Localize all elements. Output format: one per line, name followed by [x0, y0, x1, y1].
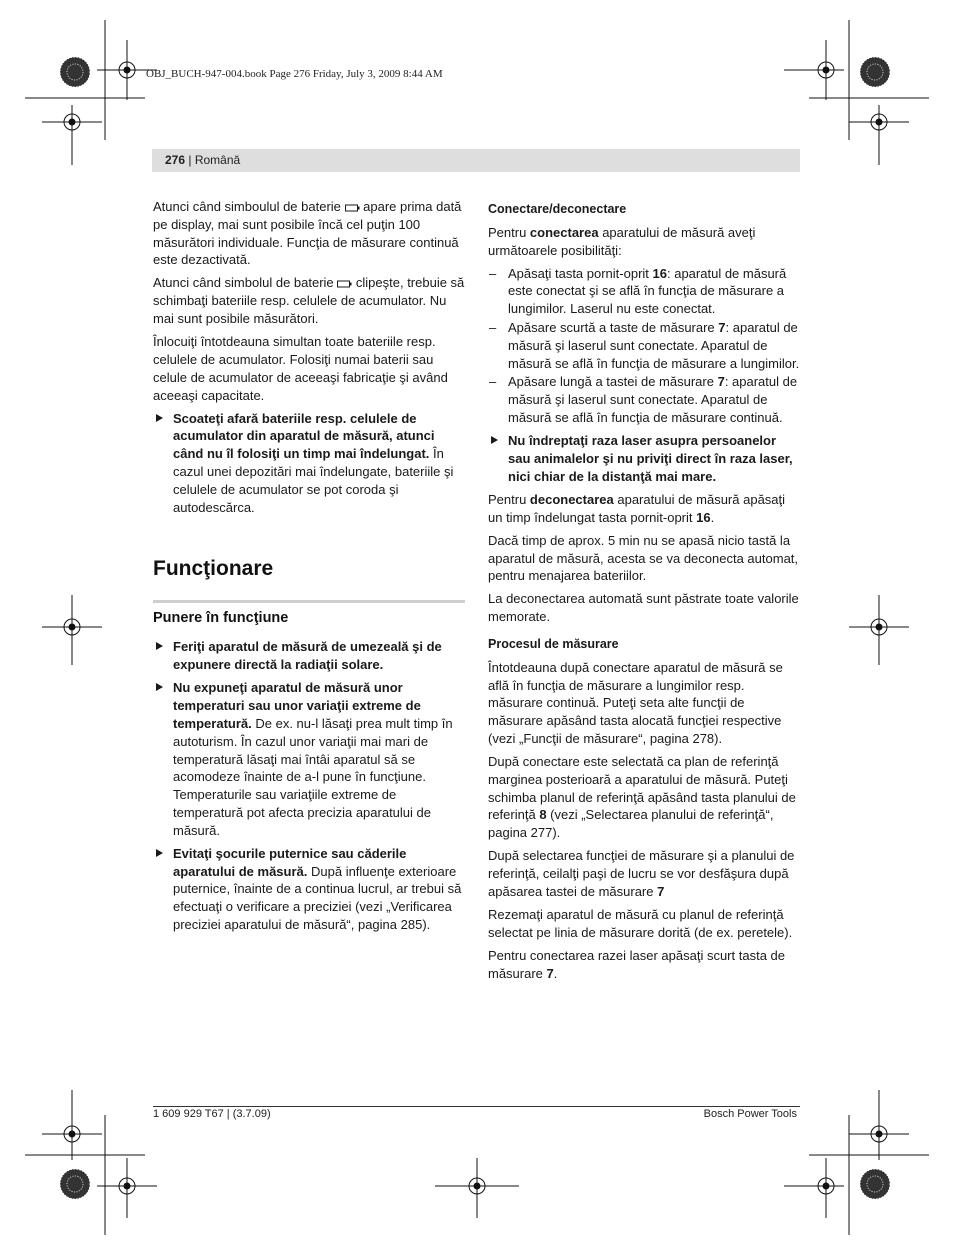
section-title: Funcţionare [153, 557, 274, 581]
battery-icon [337, 280, 352, 288]
paragraph: Pentru conectarea razei laser apăsaţi scurt tasta de măsurare 7. [488, 947, 785, 981]
right-column [488, 198, 800, 988]
footer-left: 1 609 929 T67 | (3.7.09) [153, 1108, 271, 1120]
paragraph: Înlocuiţi întotdeauna simultan toate bateriile resp. celulele de acumulator. Folosiţi numai baterii sau celule de acumulator de aceeaşi fabricaţie şi având aceeaşi capacitate. [153, 334, 448, 403]
paragraph: Atunci când simbolul de baterie clipeşte, trebuie să schimbaţi bateriile resp. celulele de acumulator. Nu mai sunt posibile măsurători. [153, 275, 465, 327]
header-language: Română [194, 153, 241, 167]
subheading: Conectare/deconectare [488, 202, 627, 216]
dash-item: – Apăsare scurtă a taste de măsurare 7: aparatul de măsură şi laserul sunt conectate. Aparatul de măsură se află în funcţia de măsurare a lungimilor. [488, 319, 800, 372]
warning-bullet: Scoateţi afară bateriile resp. celulele de acumulator din aparatul de măsură, atunci când nu îl folosiţi un timp mai îndelungat. În cazul unei depozitări mai îndelungate, bateriile şi celulele de acumulator se pot coroda şi autodescărca. [153, 410, 465, 517]
subheading: Procesul de măsurare [488, 637, 619, 652]
page-number: 276 [165, 153, 186, 167]
battery-icon [345, 204, 360, 212]
dash-item: – Apăsaţi tasta pornit-oprit 16: aparatul de măsură este conectat şi se află în funcţia de măsurare a lungimilor. Laserul nu este conectat. [488, 265, 800, 318]
dash-item: – Apăsare lungă a tastei de măsurare 7: aparatul de măsură şi laserul sunt conectate. Aparatul de măsură se află în funcţia de măsurare continuă. [488, 373, 800, 426]
paragraph: Pentru conectarea aparatului de măsură aveţi următoarele posibilităţi: [488, 224, 756, 258]
paragraph: După conectare este selectată ca plan de referinţă marginea posterioară a aparatului de măsură. Puteţi schimba planul de referinţă apăsând tasta planului de referinţă 8 (vezi „Selectarea planului de referinţă“, pagina 277). [488, 754, 796, 841]
footer-right: Bosch Power Tools [703, 1108, 797, 1120]
paragraph: Atunci când simboulul de baterie apare prima dată pe display, mai sunt posibile încă cel puţin 100 măsurători individuale. Funcţia de măsurare continuă este dezactivată. [153, 199, 462, 268]
print-info-line: OBJ_BUCH-947-004.book Page 276 Friday, July 3, 2009 8:44 AM [146, 68, 443, 80]
warning-bullet: Evitaţi şocurile puternice sau căderile aparatului de măsură. După influenţe exterioare puternice, înainte de a continua lucrul, ar trebui să efectuaţi o verificare a preciziei (vezi „Verificarea preciziei aparatului de măsură“, pagina 285). [153, 845, 465, 934]
paragraph: Dacă timp de aprox. 5 min nu se apasă nicio tastă la aparatul de măsură, acesta se va deconecta automat, pentru menajarea bateriilor. [488, 532, 799, 584]
left-column [153, 198, 465, 939]
page-header [152, 149, 800, 172]
subsection-title: Punere în funcţiune [153, 600, 465, 627]
paragraph: Rezemaţi aparatul de măsură cu planul de referinţă selectat pe linia de măsurare dorită (de ex. peretele). [488, 907, 793, 940]
paragraph: După selectarea funcţiei de măsurare şi a planului de referinţă, ceilalţi paşi de lucru se vor desfăşura după apăsarea tastei de măsurare 7 [488, 848, 795, 899]
warning-bullet: Nu îndreptaţi raza laser asupra persoanelor sau animalelor şi nu priviţi direct în raza laser, nici chiar de la distanţă mai mare. [488, 432, 800, 485]
warning-bullet: Nu expuneţi aparatul de măsură unor temperaturi sau unor variaţii extreme de temperatură. De ex. nu-l lăsaţi prea mult timp în autoturism. În cazul unor variaţii mai mari de temperatură lăsaţi mai întâi aparatul să se acomodeze înainte de a-l pune în funcţiune. Temperaturile sau variaţiile extreme de temperatură pot afecta precizia aparatului de măsură. [153, 679, 465, 839]
footer-rule [153, 1106, 800, 1107]
warning-bullet: Feriţi aparatul de măsură de umezeală şi de expunere directă la radiaţii solare. [153, 638, 465, 674]
paragraph: Pentru deconectarea aparatului de măsură apăsaţi un timp îndelungat tasta pornit-oprit 16. [488, 491, 786, 525]
header-separator: | [185, 153, 195, 167]
paragraph: Întotdeauna după conectare aparatul de măsură se află în funcţia de măsurare a lungimilor resp. măsurare continuă. Puteţi seta alte funcţii de măsurare apăsând tasta alocată funcţiei respective (vezi „Funcţii de măsurare“, pagina 278). [488, 659, 783, 746]
paragraph: La deconectarea automată sunt păstrate toate valorile memorate. [488, 591, 799, 625]
